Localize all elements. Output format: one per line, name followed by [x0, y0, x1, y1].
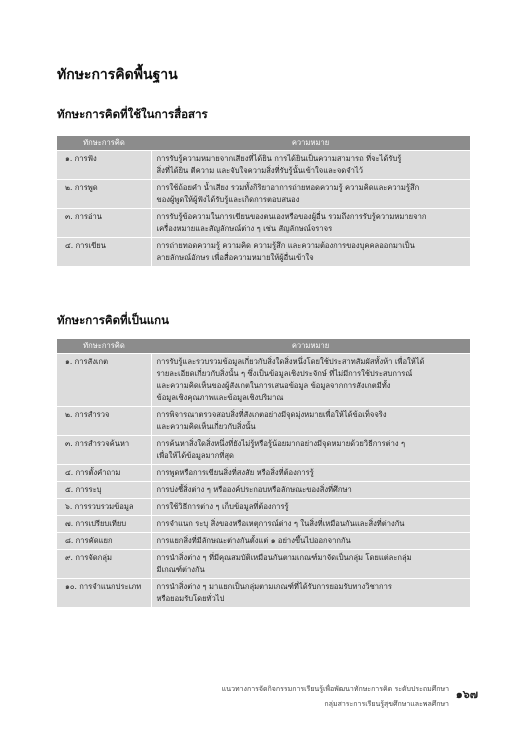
table-row	[57, 532, 470, 549]
table-row	[57, 464, 470, 481]
table-body	[57, 353, 470, 607]
definition-line: การใช้วิธีการต่าง ๆ เก็บข้อมูลที่ต้องการรู้	[156, 501, 289, 511]
definition-line: การรับรู้ความหมายจากเสียงที่ได้ยิน การได้ยินเป็นความสามารถ ที่จะได้รับรู้	[156, 153, 402, 163]
definition-line: ลายลักษณ์อักษร เพื่อสื่อความหมายให้ผู้อื่นเข้าใจ	[156, 252, 314, 262]
table-header-row	[57, 136, 470, 150]
section-title-communication: ทักษะการคิดที่ใช้ในการสื่อสาร	[57, 107, 208, 121]
skill-term: ๑. การฟัง	[57, 150, 151, 179]
skill-definition	[151, 532, 470, 549]
table-row	[57, 498, 470, 515]
table-row	[57, 481, 470, 498]
definition-line: การใช้ถ้อยคำ น้ำเสียง รวมทั้งกิริยาอาการถ่ายทอดความรู้ ความคิดและความรู้สึก	[156, 182, 420, 192]
column-header-meaning: ความหมาย	[151, 339, 470, 353]
definition-line: และความคิดเห็นเกี่ยวกับสิ่งนั้น	[156, 421, 256, 431]
skill-definition	[151, 481, 470, 498]
skill-term: ๑๐. การจำแนกประเภท	[57, 578, 151, 607]
definition-line: และความคิดเห็นของผู้สังเกตในการเสนอข้อมูล ข้อมูลจากการสังเกตมีทั้ง	[156, 380, 391, 390]
definition-line: การถ่ายทอดความรู้ ความคิด ความรู้สึก และความต้องการของบุคคลออกมาเป็น	[156, 240, 415, 250]
definition-line: มีเกณฑ์ต่างกัน	[156, 564, 205, 574]
definition-line: การนำสิ่งต่าง ๆ ที่มีคุณสมบัติเหมือนกันตามเกณฑ์มาจัดเป็นกลุ่ม โดยแต่ละกลุ่ม	[156, 552, 412, 562]
skill-term: ๒. การพูด	[57, 179, 151, 208]
skill-definition	[151, 549, 470, 578]
definition-line: หรือยอมรับโดยทั่วไป	[156, 593, 225, 603]
definition-line: เครื่องหมายและสัญลักษณ์ต่าง ๆ เช่น สัญลักษณ์จราจร	[156, 223, 333, 233]
table-row	[57, 549, 470, 578]
section-title-core: ทักษะการคิดที่เป็นแกน	[57, 313, 169, 327]
skill-definition	[151, 150, 470, 179]
skill-definition	[151, 406, 470, 435]
table-row	[57, 179, 470, 208]
skill-definition	[151, 179, 470, 208]
table-core-skills	[57, 339, 470, 607]
definition-line: การพิจารณาตรวจสอบสิ่งที่สังเกตอย่างมีจุดมุ่งหมายเพื่อให้ได้ข้อเท็จจริง	[156, 409, 387, 419]
definition-line: สิ่งที่ได้ยิน ตีความ และจับใจความสิ่งที่รับรู้นั้นเข้าใจและจดจำไว้	[156, 165, 363, 175]
skill-term: ๗. การเปรียบเทียบ	[57, 515, 151, 532]
column-header-skill: ทักษะการคิด	[57, 136, 151, 150]
skill-term: ๒. การสำรวจ	[57, 406, 151, 435]
definition-line: การบ่งชี้สิ่งต่าง ๆ หรือองค์ประกอบหรือลักษณะของสิ่งที่ศึกษา	[156, 484, 352, 494]
table-row	[57, 406, 470, 435]
skill-term: ๕. การระบุ	[57, 481, 151, 498]
page-title: ทักษะการคิดพื้นฐาน	[57, 67, 178, 83]
table-row	[57, 578, 470, 607]
definition-line: การรับรู้และรวบรวมข้อมูลเกี่ยวกับสิ่งใดสิ่งหนึ่งโดยใช้ประสาทสัมผัสทั้งห้า เพื่อให้ได้	[156, 356, 425, 366]
skill-definition	[151, 498, 470, 515]
table-row	[57, 150, 470, 179]
page-number: ๑๖๗	[455, 688, 478, 701]
table-communication-skills	[57, 136, 470, 266]
table-header-row	[57, 339, 470, 353]
table-row	[57, 208, 470, 237]
table-row	[57, 237, 470, 266]
definition-line: การนำสิ่งต่าง ๆ มาแยกเป็นกลุ่มตามเกณฑ์ที่ได้รับการยอมรับทางวิชาการ	[156, 581, 392, 591]
definition-line: ข้อมูลเชิงคุณภาพและข้อมูลเชิงปริมาณ	[156, 392, 284, 402]
definition-line: เพื่อให้ได้ข้อมูลมากที่สุด	[156, 450, 234, 460]
skill-term: ๖. การรวบรวมข้อมูล	[57, 498, 151, 515]
table-row	[57, 515, 470, 532]
skill-definition	[151, 353, 470, 406]
skill-definition	[151, 208, 470, 237]
skill-term: ๓. การสำรวจค้นหา	[57, 435, 151, 464]
definition-line: การค้นหาสิ่งใดสิ่งหนึ่งที่ยังไม่รู้หรือรู้น้อยมากอย่างมีจุดหมายด้วยวิธีการต่าง ๆ	[156, 438, 406, 448]
table-row	[57, 435, 470, 464]
skill-definition	[151, 578, 470, 607]
skill-definition	[151, 515, 470, 532]
column-header-meaning: ความหมาย	[151, 136, 470, 150]
skill-term: ๔. การเขียน	[57, 237, 151, 266]
skill-definition	[151, 464, 470, 481]
footer-book-title: แนวทางการจัดกิจกรรมการเรียนรู้เพื่อพัฒนาทักษะการคิด ระดับประถมศึกษา	[221, 685, 449, 693]
definition-line: ของผู้พูดให้ผู้ฟังได้รับรู้และเกิดการตอบสนอง	[156, 194, 300, 204]
footer-subject: กลุ่มสาระการเรียนรู้สุขศึกษาและพลศึกษา	[324, 700, 449, 708]
definition-line: การพูดหรือการเขียนสิ่งที่สงสัย หรือสิ่งที่ต้องการรู้	[156, 467, 314, 477]
skill-definition	[151, 237, 470, 266]
skill-term: ๓. การอ่าน	[57, 208, 151, 237]
skill-term: ๑. การสังเกต	[57, 353, 151, 406]
table-row	[57, 353, 470, 406]
definition-line: การแยกสิ่งที่มีลักษณะต่างกันตั้งแต่ ๑ อย่างขึ้นไปออกจากกัน	[156, 535, 351, 545]
definition-line: รายละเอียดเกี่ยวกับสิ่งนั้น ๆ ซึ่งเป็นข้อมูลเชิงประจักษ์ ที่ไม่มีการใช้ประสบการณ์	[156, 368, 413, 378]
table-body	[57, 150, 470, 266]
skill-term: ๙. การจัดกลุ่ม	[57, 549, 151, 578]
column-header-skill: ทักษะการคิด	[57, 339, 151, 353]
skill-term: ๘. การคัดแยก	[57, 532, 151, 549]
definition-line: การรับรู้ข้อความในการเขียนของตนเองหรือของผู้อื่น รวมถึงการรับรู้ความหมายจาก	[156, 211, 427, 221]
skill-term: ๔. การตั้งคำถาม	[57, 464, 151, 481]
skill-definition	[151, 435, 470, 464]
definition-line: การจำแนก ระบุ สิ่งของหรือเหตุการณ์ต่าง ๆ ในสิ่งที่เหมือนกันและสิ่งที่ต่างกัน	[156, 518, 405, 528]
